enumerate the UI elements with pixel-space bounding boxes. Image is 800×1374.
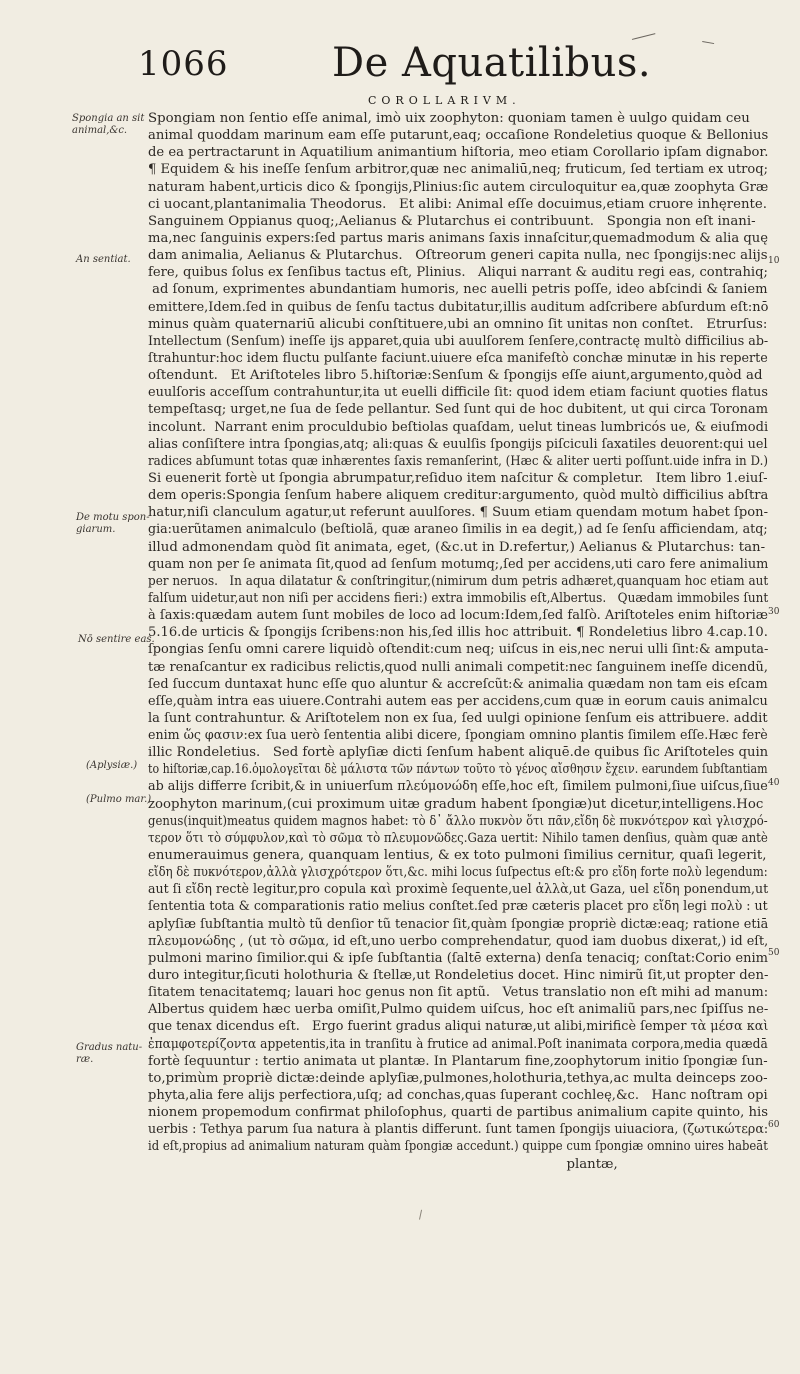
text-line: ci uocant,plantanimalia Theodorus. Et alibi: Animal eſſe docuimus,etiam cruore inhęrente. [148, 196, 767, 212]
ink-mark [419, 1210, 425, 1221]
text-line: zoophyton marinum,(cui proximum uitæ gradum habent ſpongiæ)ut dicetur,intelligens.Hoc [148, 796, 764, 812]
text-line: quam non per ſe animata ſit,quod ad ſenſum motumq;,ſed per accidens,uti caro fere animalium [148, 556, 769, 572]
text-line: tæ renaſcantur ex radicibus relictis,quod nulli animali competit:nec ſanguinem ineſſe dicendũ, [148, 659, 768, 675]
text-line: εἴδη δὲ πυκνότερον,ἀλλὰ γλισχρότερον ὅτι,&c. mihi locus ſuſpectus eſt:& pro εἴδη forte πολὺ legendum: [148, 865, 768, 881]
margin-note: Spongia an sit animal,&c. [72, 113, 145, 136]
text-line: dam animalia, Aelianus & Plutarchus. Oſtreorum generi capita nulla, nec ſpongijs:nec alijs [148, 248, 768, 264]
text-line: que tenax dicendus eſt. Ergo fuerint gradus aliqui naturæ,ut alibi,mirificè ſemper τὰ μέσα καὶ [148, 1019, 769, 1035]
text-line: Intellectum (Senſum) ineſſe ijs apparet,quia ubi auulſorem ſenſere,contractę multò difficilius ab- [148, 333, 769, 349]
text-line: uerbis : Tethya parum ſua natura à plantis differunt. ſunt tamen ſpongijs uiuaciora, (ζωτικώτερα: [148, 1122, 769, 1138]
text-line: to hiſtoriæ,cap.16.ὁμολογεῖται δὲ μάλιστα τῶν πάντων τοῦτο τὸ γένος αἴσθησιν ἔχειν. earundem ſubſtantiam [148, 762, 768, 778]
text-line: to,primùm propriè dictæ:deinde aplyſiæ,pulmones,holothuria,tethya,ac multa deinceps zoo- [148, 1070, 768, 1086]
text-line: de ea pertractarunt in Aquatilium animantium hiſtoria, meo etiam Corollario ipſam dignabor. [148, 145, 769, 161]
text-line: ἐπαμφοτερίζοντα appetentis,ita in tranſitu à frutice ad animal.Poſt inanimata corpora,media quædā [148, 1036, 768, 1052]
text-line: la ſunt contrahuntur. & Ariſtotelem non ex ſua, ſed uulgi opinione ſenſum eis attribuere. addit [148, 710, 768, 726]
text-line: πλευμονώδης , (ut τὸ σῶμα, id eſt,uno uerbo comprehendatur, quod iam duobus dixerat,) id eſt, [148, 933, 769, 949]
text-line: Spongiam non ſentio eſſe animal, imò uix zoophyton: quoniam tamen è uulgo quidam ceu [148, 111, 750, 126]
line-number: 30 [768, 607, 780, 617]
text-line: enim ὥς φασιν:ex ſua uerò ſententia alibi dicere, ſpongiam omnino plantis ſimilem eſſe.Hæc ferè [148, 728, 768, 744]
text-line: pulmoni marino ſimilior.qui & ipſe ſubſtantia (ſaltē externa) denſa tenaciq; conſtat:Corio enim [148, 950, 769, 966]
text-line: ma,nec ſanguinis expers:ſed partus maris animans ſaxis innaſcitur,quemadmodum & alia quę [148, 230, 768, 246]
text-line: illic Rondeletius. Sed fortè aplyſiæ dicti ſenſum habent aliquē.de quibus ſic Ariſtoteles quin [148, 745, 769, 761]
margin-note: (Aplysiæ.) [86, 760, 138, 771]
text-line: aplyſiæ ſubſtantia multò tũ denſior tũ tenacior ſit,quàm ſpongiæ propriè dictæ:eaq; ratione etiā [148, 916, 769, 932]
text-line: ſitatem tenacitatemq; lauari hoc genus non ſit aptũ. Vetus translatio non eſt mihi ad manum: [148, 985, 769, 1001]
text-line: duro integitur,ſicuti holothuria & ſtellæ,ut Rondeletius docet. Hinc nimirũ ſit,ut propter den- [148, 968, 769, 984]
text-line: τερον ὅτι τὸ σύμφυλον,καὶ τὸ σῶμα τὸ πλευμονῶδες.Gaza uertit: Nihilo tamen denſius, quàm quæ antè [148, 830, 768, 846]
body-text [148, 110, 768, 1173]
line-number: 10 [768, 256, 780, 266]
text-line: nionem propemodum confirmat philoſophus, quarti de partibus animalium capite quinto, his [148, 1105, 769, 1121]
text-line: ad ſonum, exprimentes abundantiam humoris, nec auelli petris poſſe, ideo abſcindi & ſaniem [148, 282, 768, 298]
margin-note: Gradus natu- ræ. [76, 1042, 143, 1065]
text-line: oſtendunt. Et Ariſtoteles libro 5.hiſtoriæ:Senſum & ſpongijs eſſe aiunt,argumento,quòd ad [148, 368, 763, 384]
line-number: 50 [768, 948, 780, 958]
text-line: aut ſi εἴδη rectè legitur,pro copula καὶ proximè ſequente,uel ἀλλὰ,ut Gaza, uel εἴδη ponendum,ut [148, 882, 769, 898]
text-line: tempeſtasq; urget,ne ſua de ſede pellantur. Sed ſunt qui de hoc dubitent, ut qui circa Toronam [148, 402, 769, 418]
text-line: phyta,alia fere alijs perfectiora,uſq; ad conchas,quas ſuperant cochleę,&c. Hanc noſtram opi [148, 1088, 768, 1104]
text-line: gia:uerũtamen animalculo (beſtiolã, quæ araneo ſimilis in ea degit,) ad ſe ſenſu afficiendam, atq; [148, 522, 768, 538]
text-line: genus(inquit)meatus quidem magnos habet: τὸ δ᾽ ἄλλο πυκνὸν ὅτι πᾶν,εἴδη δὲ πυκνότερον καὶ γλισχρό- [148, 813, 768, 829]
text-line: ſpongias ſenſu omni carere liquidò oſtendit:cum neq; uiſcus in eis,nec nerui ulli ſint:& amputa- [148, 642, 769, 658]
margin-note: (Pulmo mar.) [86, 794, 152, 805]
line-number: 60 [768, 1120, 780, 1130]
margin-note: De motu spon- giarum. [76, 512, 150, 535]
text-line: dem operis:Spongia ſenſum habere aliquem creditur:argumento, quòd multò difficilius abſtra [148, 488, 769, 504]
page-number: 1066 [138, 44, 229, 84]
text-line: ſententia tota & comparationis ratio melius conſtet.ſed præ cæteris placet pro εἴδη legi πολὺ : ut [148, 899, 768, 915]
text-line: fortè ſequuntur : tertio animata ut plantæ. In Plantarum fine,zoophytorum initio ſpongiæ ſun- [148, 1053, 768, 1069]
text-line: per neruos. In aqua dilatatur & conſtringitur,(nimirum dum petris adhæret,quanquam hoc etiam aut [148, 573, 769, 589]
text-line: ſed ſuccum duntaxat hunc eſſe quo aluntur & accreſcũt:& animalia quædam non tam eis eſcam [148, 676, 768, 692]
text-line: ¶ Equidem & his ineſſe ſenſum arbitror,quæ nec animaliū,neq; fruticum, ſed tertiam ex utroq; [148, 162, 768, 178]
running-title: De Aquatilibus. [332, 40, 652, 86]
text-line: euulſoris acceſſum contrahuntur,ita ut euelli difficile ſit: quod idem etiam faciunt quoties flatus [148, 385, 768, 401]
text-line: naturam habent,urticis dico & ſpongijs,Plinius:ſic autem circuloquitur ea,quæ zoophyta Græ [148, 179, 769, 195]
text-line: plantæ, [148, 1156, 618, 1172]
text-line: illud admonendam quòd ſit animata, eget, (&c.ut in D.refertur,) Aelianus & Plutarchus: tan- [148, 539, 766, 555]
text-line: minus quàm quaternariū alicubi conſtituere,ubi an omnino ſit unitas non conſtet. Etrurſus: [148, 316, 768, 332]
text-line: enumerauimus genera, quanquam lentius, & ex toto pulmoni ſimilius cernitur, quaſi legerit, [148, 848, 767, 864]
text-line: à ſaxis:quædam autem ſunt mobiles de loco ad locum:Idem,ſed falſò. Ariſtoteles enim hiſtoriæ [148, 608, 769, 624]
text-line: id eſt,propius ad animalium naturam quàm ſpongiæ accedunt.) quippe cum ſpongiæ omnino uires habeāt [148, 1139, 768, 1155]
margin-note: An sentiat. [76, 254, 131, 265]
text-line: incolunt. Narrant enim proculdubio beſtiolas quaſdam, uelut tineas lumbricós ue, & eiuſmodi [148, 419, 769, 435]
text-line: fere, quibus ſolus ex ſenſibus tactus eſt, Plinius. Aliqui narrant & auditu regi eas, contrahiq; [148, 265, 768, 281]
text-line: ab alijs differre ſcribit,& in uniuerſum πλεύμονώδη eſſe,hoc eſt, ſimilem pulmoni,ſiue uiſcus,ſiue [148, 779, 768, 795]
text-line: Si euenerit fortè ut ſpongia abrumpatur,reſiduo item naſcitur & completur. Item libro 1.eiuſ- [148, 470, 768, 486]
text-line: animal quoddam marinum eam eſſe putarunt,eaq; occaſione Rondeletius quoque & Bellonius [148, 128, 769, 144]
margin-note: Nō sentire eas. [78, 634, 155, 645]
text-line: Sanguinem Oppianus quoq;,Aelianus & Plutarchus ei contribuunt. Spongia non eſt inani- [148, 213, 756, 229]
ink-mark [702, 41, 714, 46]
text-line: radices abſumunt totas quæ inhærentes ſaxis remanſerint, (Hæc & aliter uerti poſſunt.uide infra in D.) [148, 453, 769, 469]
section-heading: COROLLARIVM. [368, 94, 521, 107]
text-line: emittere,Idem.ſed in quibus de ſenſu tactus dubitatur,illis auditum adſcribere abſurdum eſt:nō [148, 299, 769, 315]
text-line: falſum uidetur,aut non niſi per accidens fieri:) extra immobilis eſt,Albertus. Quædam immobiles ſunt [148, 590, 769, 606]
text-line: hatur,niſi clanculum agatur,ut referunt auulſores. ¶ Suum etiam quendam motum habet ſpon- [148, 505, 768, 521]
text-line: Albertus quidem hæc uerba omiſit,Pulmo quidem uiſcus, hoc eſt animaliũ pars,nec ſpiſſus ne- [148, 1002, 769, 1018]
text-line: eſſe,quàm intra eas uiuere.Contrahi autem eas per accidens,cum quæ in eorum cauis animalcu [148, 693, 768, 709]
text-line: alias conſiſtere intra ſpongias,atq; ali:quas & euulſis ſpongijs piſciculi ſaxatiles deuorent:qui uel [148, 436, 768, 452]
text-line: ſtrahuntur:hoc idem fluctu pulſante faciunt.uiuere eſca manifeſtò conchæ minutæ in his reperte [148, 350, 768, 366]
line-number: 40 [768, 778, 780, 788]
text-line: 5.16.de urticis & ſpongijs ſcribens:non his,ſed illis hoc attribuit. ¶ Rondeletius libro 4.cap.10. [148, 625, 768, 641]
